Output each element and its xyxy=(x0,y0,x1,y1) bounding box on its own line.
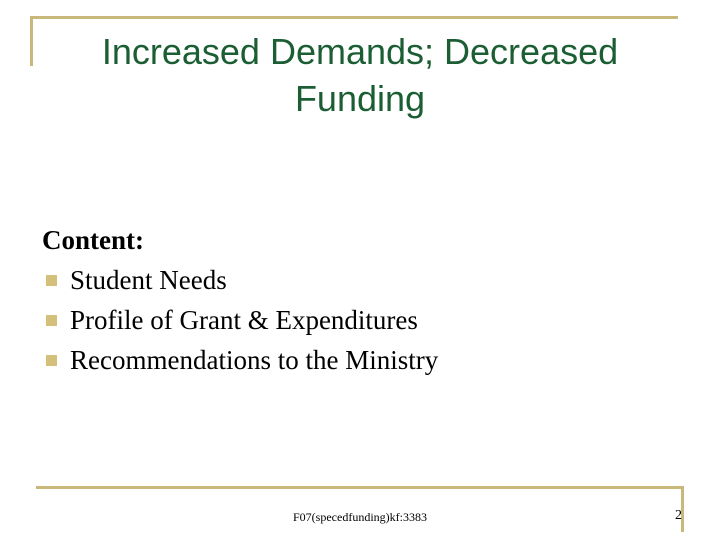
bullet-text: Recommendations to the Ministry xyxy=(70,345,439,375)
page-number: 2 xyxy=(675,508,682,523)
bullet-item xyxy=(42,340,682,380)
square-bullet-icon xyxy=(46,355,57,366)
bullet-item xyxy=(42,260,682,300)
bullet-text: Profile of Grant & Expenditures xyxy=(70,305,418,335)
bullet-item xyxy=(42,300,682,340)
slide-title: Increased Demands; Decreased Funding xyxy=(101,31,619,119)
bullet-list xyxy=(42,260,682,380)
footer-reference: F07(specedfunding)kf:3383 xyxy=(293,510,427,524)
bullet-text: Student Needs xyxy=(70,265,227,295)
left-accent-line xyxy=(30,16,33,66)
slide-content xyxy=(42,220,682,380)
content-heading: Content: xyxy=(42,225,144,255)
square-bullet-icon xyxy=(46,275,57,286)
square-bullet-icon xyxy=(46,315,57,326)
top-accent-line xyxy=(30,16,678,19)
bottom-accent-line xyxy=(36,486,684,489)
